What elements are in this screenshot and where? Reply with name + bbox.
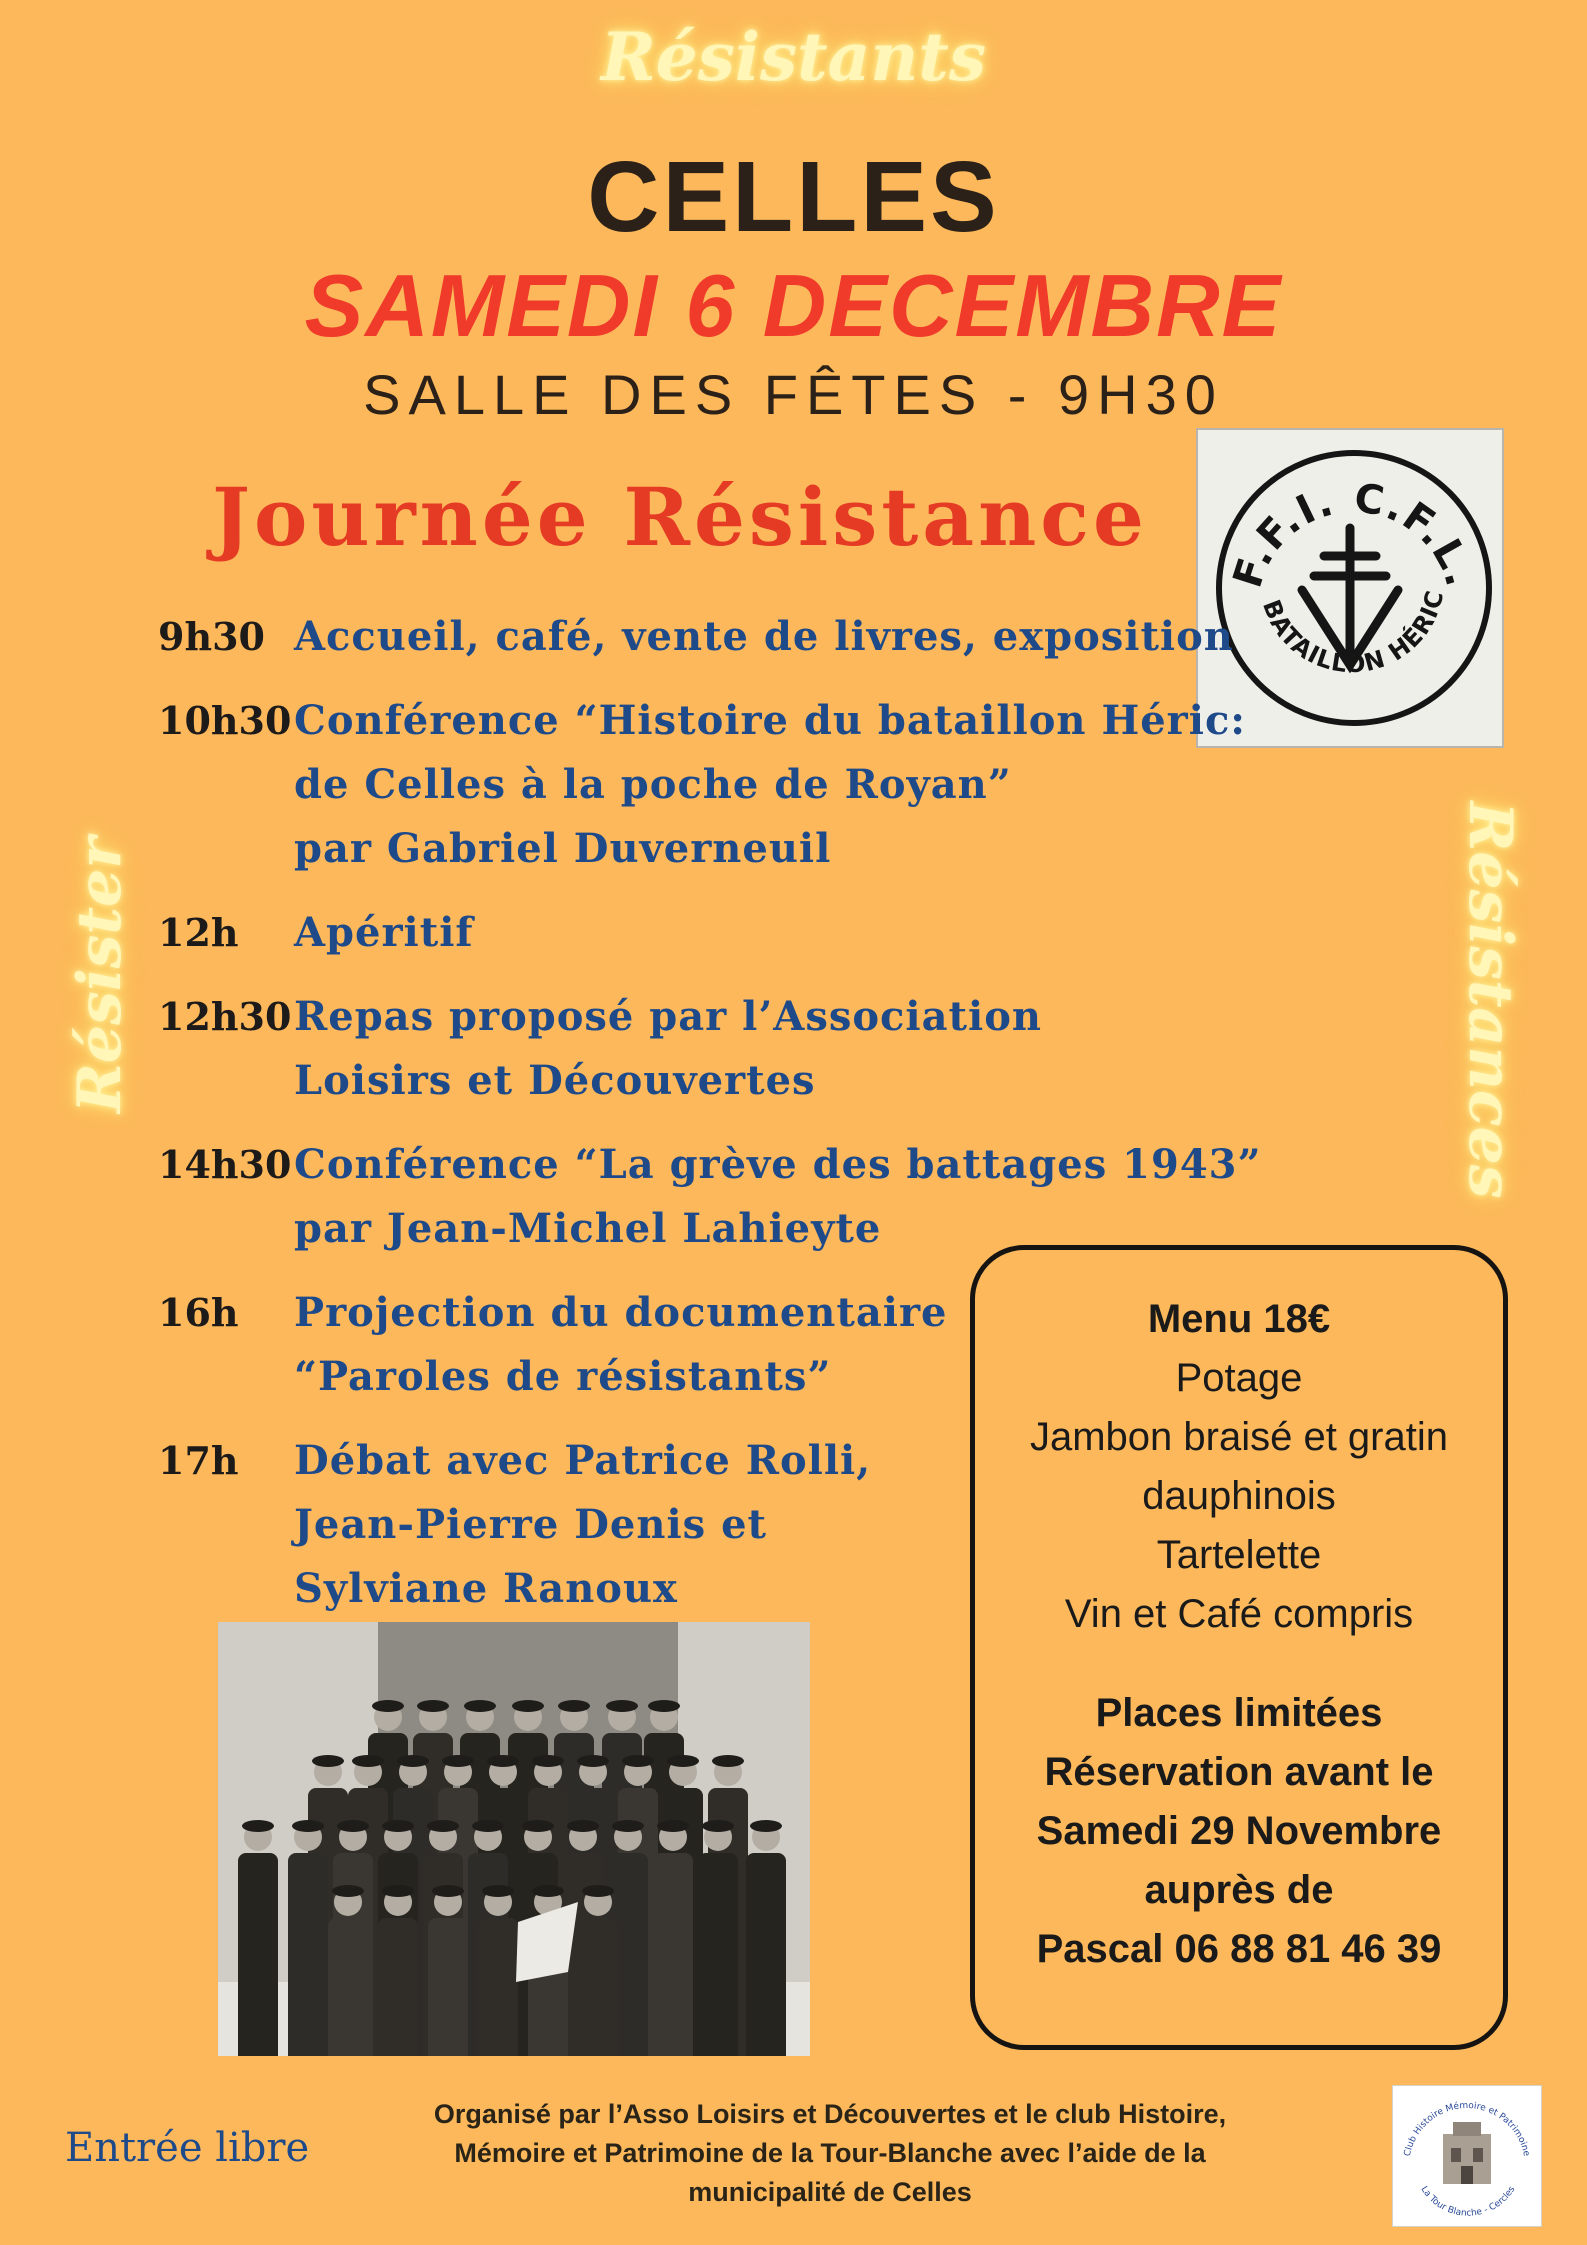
program-description <box>294 1133 1262 1261</box>
reservation-line: Places limitées <box>1095 1691 1383 1735</box>
tower-building-icon <box>1443 2122 1491 2184</box>
photo-person-beret <box>712 1755 744 1767</box>
photo-person-body <box>478 1918 518 2056</box>
photo-person-beret <box>372 1700 404 1712</box>
photo-person-beret <box>464 1700 496 1712</box>
photo-person-beret <box>567 1820 599 1832</box>
photo-person-beret <box>442 1755 474 1767</box>
decorative-text-right: Résistances <box>1455 801 1525 1199</box>
organizer-line: Mémoire et Patrimoine de la Tour-Blanche avec l’aide de la <box>454 2138 1206 2168</box>
club-logo <box>1392 2085 1542 2227</box>
menu-box <box>970 1245 1508 2050</box>
menu-item: Potage <box>1175 1356 1303 1400</box>
photo-person-beret <box>312 1755 344 1767</box>
program-line: de Celles à la poche de Royan” <box>294 761 1012 808</box>
program-description <box>294 689 1246 881</box>
photo-person-body <box>578 1918 618 2056</box>
program-item <box>158 985 1218 1113</box>
stamp-arc-text: F.F.I. C.F.L. <box>1224 475 1484 594</box>
historical-group-photo <box>218 1622 810 2056</box>
photo-person-beret <box>702 1820 734 1832</box>
program-line: “Paroles de résistants” <box>294 1353 832 1400</box>
photo-person-beret <box>606 1700 638 1712</box>
photo-person-beret <box>432 1885 464 1897</box>
photo-person-body <box>428 1918 468 2056</box>
menu-items <box>975 1349 1503 1644</box>
program-description <box>294 1281 948 1409</box>
program-line: Repas proposé par l’Association <box>294 993 1042 1040</box>
photo-person-beret <box>657 1820 689 1832</box>
photo-person-beret <box>532 1755 564 1767</box>
group-photo-graphic <box>218 1622 810 2056</box>
reservation-line: Samedi 29 Novembre <box>1036 1809 1442 1853</box>
club-logo-graphic <box>1393 2086 1541 2226</box>
menu-title: Menu 18€ <box>1147 1297 1331 1341</box>
photo-person-beret <box>337 1820 369 1832</box>
program-line: Conférence “Histoire du bataillon Héric: <box>294 697 1247 744</box>
event-venue: SALLE DES FÊTES - 9H30 <box>363 363 1224 426</box>
photo-person-beret <box>292 1820 324 1832</box>
program-description <box>294 985 1042 1113</box>
photo-person-beret <box>242 1820 274 1832</box>
photo-person-beret <box>582 1885 614 1897</box>
organizer-credits <box>410 2095 1250 2212</box>
decorative-text-top: Résistants <box>600 18 987 96</box>
logo-top-text: Club Histoire Mémoire et Patrimoine <box>1402 2100 1532 2158</box>
program-time: 12h <box>158 910 239 955</box>
photo-person-beret <box>612 1820 644 1832</box>
program-description <box>294 605 1234 669</box>
program-item <box>158 1133 1262 1261</box>
photo-person-beret <box>417 1700 449 1712</box>
photo-person-beret <box>577 1755 609 1767</box>
photo-person-body <box>328 1918 368 2056</box>
reservation-line: Pascal 06 88 81 46 39 <box>1036 1927 1442 1971</box>
photo-person-beret <box>427 1820 459 1832</box>
organizer-line: municipalité de Celles <box>688 2177 972 2207</box>
program-time: 14h30 <box>158 1142 292 1187</box>
program-description <box>294 1429 871 1621</box>
photo-person-body <box>238 1853 278 2056</box>
photo-person-beret <box>382 1885 414 1897</box>
program-time: 9h30 <box>158 614 265 659</box>
photo-person-beret <box>558 1700 590 1712</box>
photo-person-beret <box>472 1820 504 1832</box>
photo-person-beret <box>487 1755 519 1767</box>
photo-person-beret <box>352 1755 384 1767</box>
program-line: par Gabriel Duverneuil <box>294 825 832 872</box>
logo-bottom-text: La Tour Blanche - Cercles <box>1418 2184 1518 2219</box>
photo-person-beret <box>648 1700 680 1712</box>
photo-person-beret <box>512 1700 544 1712</box>
photo-person-beret <box>332 1885 364 1897</box>
program-time: 12h30 <box>158 994 292 1039</box>
program-time: 17h <box>158 1438 239 1483</box>
program-line: Conférence “La grève des battages 1943” <box>294 1141 1262 1188</box>
program-line: Apéritif <box>294 909 474 956</box>
program-line: Sylviane Ranoux <box>294 1565 678 1612</box>
reservation-line: Réservation avant le <box>1044 1750 1434 1794</box>
program-line: Jean-Pierre Denis et <box>294 1501 768 1548</box>
stamp-bottom-text: BATAILLON HÉRIC <box>1257 587 1450 679</box>
program-time: 16h <box>158 1290 239 1335</box>
event-title: Journée Résistance <box>212 470 1148 564</box>
program-item <box>158 689 1247 881</box>
menu-item: dauphinois <box>1142 1474 1336 1518</box>
program-item <box>158 901 1218 965</box>
organizer-line: Organisé par l’Asso Loisirs et Découvertes et le club Histoire, <box>433 2099 1227 2129</box>
photo-person-body <box>698 1853 738 2056</box>
program-line: Projection du documentaire <box>294 1289 948 1336</box>
svg-text:La Tour Blanche - Cercles <box>1419 2184 1518 2218</box>
photo-person-body <box>288 1853 328 2056</box>
photo-person-beret <box>482 1885 514 1897</box>
photo-person-beret <box>622 1755 654 1767</box>
entry-free-label: Entrée libre <box>65 2125 310 2171</box>
program-time: 10h30 <box>158 698 292 743</box>
program-description <box>294 901 474 965</box>
program-line: Loisirs et Découvertes <box>294 1057 816 1104</box>
decorative-text-left: Résister <box>65 837 135 1113</box>
photo-person-beret <box>397 1755 429 1767</box>
photo-person-body <box>746 1853 786 2056</box>
program-line: Accueil, café, vente de livres, exposition <box>294 613 1234 660</box>
photo-person-beret <box>382 1820 414 1832</box>
photo-person-beret <box>522 1820 554 1832</box>
program-line: par Jean-Michel Lahieyte <box>294 1205 882 1252</box>
program-line: Débat avec Patrice Rolli, <box>294 1437 872 1484</box>
program-item <box>158 605 1234 669</box>
photo-person-beret <box>750 1820 782 1832</box>
photo-person-beret <box>532 1885 564 1897</box>
reservation-line: auprès de <box>1144 1868 1334 1912</box>
menu-item: Vin et Café compris <box>1064 1592 1414 1636</box>
photo-person-body <box>653 1853 693 2056</box>
photo-person-body <box>378 1918 418 2056</box>
event-date: SAMEDI 6 DECEMBRE <box>304 256 1283 355</box>
reservation-info <box>975 1684 1503 1979</box>
photo-person-beret <box>667 1755 699 1767</box>
menu-item: Jambon braisé et gratin <box>1029 1415 1448 1459</box>
menu-item: Tartelette <box>1156 1533 1322 1577</box>
town-name: CELLES <box>587 141 1000 253</box>
